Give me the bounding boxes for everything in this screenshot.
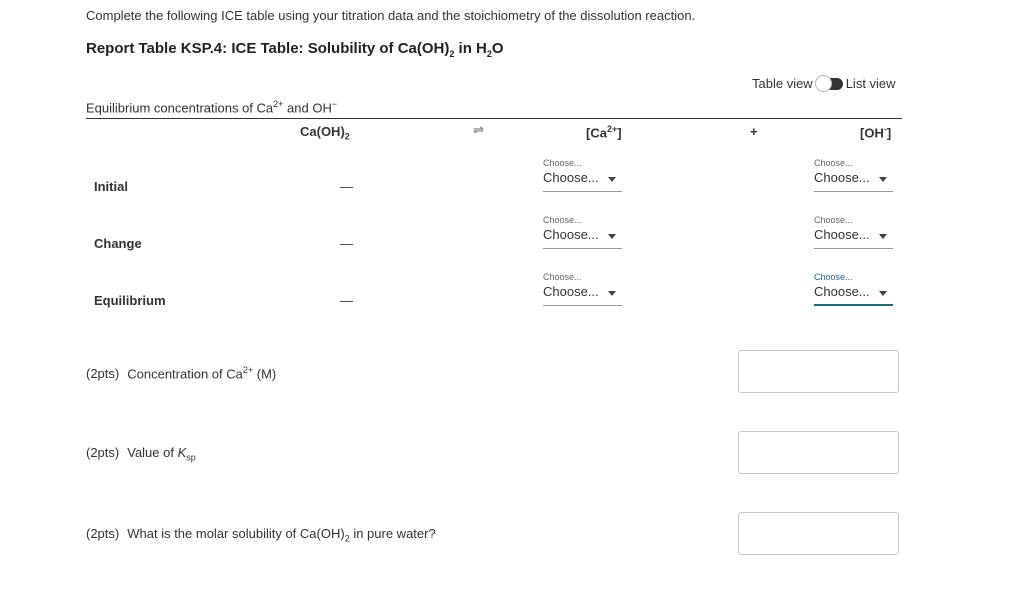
- header-plus: +: [750, 124, 758, 139]
- question-ksp-value: (2pts) Value of $K_{sp}$: [86, 445, 196, 463]
- ca-equilibrium-select[interactable]: [543, 272, 622, 306]
- select-value: Choose...: [543, 170, 599, 185]
- header-oh-ion: [OH-]: [860, 124, 892, 141]
- ksp-value-input[interactable]: [738, 431, 899, 474]
- report-title: Report Table KSP.4: ICE Table: Solubility of $Ca(OH)_2$ in $H_2O$: [86, 40, 504, 59]
- table-view-label[interactable]: Table view: [752, 76, 813, 91]
- caret-down-icon: [879, 291, 887, 296]
- table-caption: Equilibrium concentrations of $Ca^{2+}$ and OH−: [86, 99, 338, 116]
- table-top-rule: [86, 118, 902, 119]
- view-toggle[interactable]: [752, 76, 896, 91]
- caret-down-icon: [608, 291, 616, 296]
- points-label: (2pts): [86, 526, 120, 541]
- molar-solubility-input[interactable]: [738, 512, 899, 555]
- select-hint: Choose...: [814, 272, 853, 282]
- row-label-initial: Initial: [94, 179, 128, 194]
- question-molar-solubility: (2pts) What is the molar solubility of $Ca(OH)_2$ in pure water?: [86, 526, 436, 544]
- row-label-equilibrium: Equilibrium: [94, 293, 166, 308]
- header-ca-ion: $[Ca^{2+}]$: [586, 124, 622, 141]
- caret-down-icon: [608, 234, 616, 239]
- select-value: Choose...: [814, 170, 870, 185]
- list-view-label[interactable]: List view: [845, 76, 896, 91]
- oh-equilibrium-select[interactable]: [814, 272, 893, 306]
- select-hint: Choose...: [543, 215, 582, 225]
- toggle-knob[interactable]: [815, 75, 832, 92]
- oh-change-select[interactable]: [814, 215, 893, 249]
- caoh2-equilibrium-dash: —: [340, 293, 353, 308]
- select-hint: Choose...: [543, 272, 582, 282]
- ca-initial-select[interactable]: [543, 158, 622, 192]
- select-value: Choose...: [543, 284, 599, 299]
- instructions-text: Complete the following ICE table using your titration data and the stoichiometry of the dissolution reaction.: [86, 8, 696, 23]
- oh-initial-select[interactable]: [814, 158, 893, 192]
- caret-down-icon: [608, 177, 616, 182]
- header-caoh2: $Ca(OH)_2$: [300, 124, 350, 142]
- caoh2-change-dash: —: [340, 236, 353, 251]
- select-value: Choose...: [814, 227, 870, 242]
- select-hint: Choose...: [543, 158, 582, 168]
- select-hint: Choose...: [814, 158, 853, 168]
- question-ca-concentration: (2pts) Concentration of $Ca^{2+}$ (M): [86, 365, 277, 382]
- select-value: Choose...: [814, 284, 870, 299]
- caoh2-initial-dash: —: [340, 179, 353, 194]
- ca-concentration-input[interactable]: [738, 350, 899, 393]
- points-label: (2pts): [86, 366, 120, 382]
- view-toggle-switch[interactable]: [817, 78, 843, 90]
- caret-down-icon: [879, 234, 887, 239]
- ca-change-select[interactable]: [543, 215, 622, 249]
- select-value: Choose...: [543, 227, 599, 242]
- row-label-change: Change: [94, 236, 142, 251]
- points-label: (2pts): [86, 445, 120, 460]
- caret-down-icon: [879, 177, 887, 182]
- equilibrium-arrows-icon: ⇌: [473, 122, 484, 137]
- select-hint: Choose...: [814, 215, 853, 225]
